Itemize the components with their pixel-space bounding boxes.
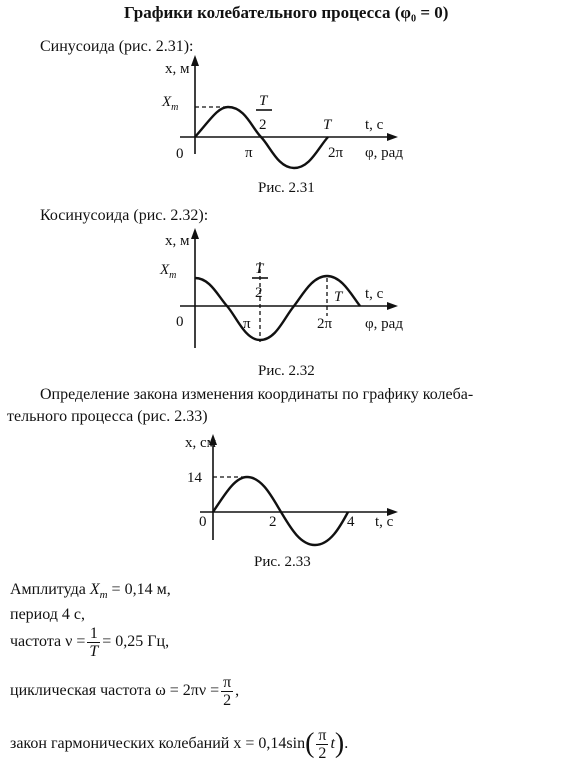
amplitude-symbol: X (89, 581, 100, 598)
fig231-y-label: x, м (165, 61, 190, 77)
frequency-den: T (89, 642, 99, 660)
fig232-y-label: x, м (165, 233, 190, 249)
fig231-x-arrow (387, 133, 398, 141)
fig232-origin: 0 (176, 314, 184, 330)
fig232-pi: π (243, 316, 251, 332)
fig231-y-arrow (191, 55, 199, 66)
law-fraction (316, 727, 328, 762)
amplitude-text: Амплитуда (10, 581, 86, 598)
frequency-line (10, 622, 169, 662)
fig233-t-label: t, с (375, 514, 394, 530)
fig232-phi: φ, рад (365, 316, 403, 332)
fig233-tick-4: 4 (347, 514, 355, 530)
fig232-caption: Рис. 2.32 (258, 363, 315, 379)
fig233-origin: 0 (199, 514, 207, 530)
fig233-caption: Рис. 2.33 (254, 554, 311, 570)
fig231-t-label: t, с (365, 117, 384, 133)
frequency-num: 1 (87, 625, 100, 643)
fig232-half-num: T (255, 261, 264, 277)
law-t: t (330, 735, 335, 752)
frequency-fraction (87, 625, 100, 660)
amplitude-value: = 0,14 м, (111, 581, 171, 598)
law-line (10, 722, 348, 766)
fig232-curve (195, 276, 360, 340)
frequency-text: частота ν = (10, 633, 86, 650)
page-title: Графики колебательного процесса (φ₀ = 0) (124, 3, 449, 22)
cyclic-end: , (235, 682, 240, 699)
cyclic-frequency-line (10, 671, 239, 711)
fig233-chart (185, 434, 398, 545)
fig231-period: T (323, 117, 332, 133)
sin-heading: Синусоида (рис. 2.31): (40, 38, 194, 55)
fig232-t-label: t, с (365, 286, 384, 302)
fig232-y-mark: $X_m$ (160, 262, 177, 281)
law-paren-open: ( (305, 728, 315, 759)
cyclic-num: π (223, 673, 232, 691)
fig233-tick-2: 2 (269, 514, 277, 530)
fig231-caption: Рис. 2.31 (258, 180, 315, 196)
amplitude-sub: m (99, 589, 108, 602)
fig232-period: T (334, 289, 343, 305)
fig233-y-label: x, см (185, 435, 217, 451)
definition-line2: тельного процесса (рис. 2.33) (7, 408, 208, 425)
fig231-half-den: 2 (259, 117, 267, 133)
fig232-x-arrow (387, 302, 398, 310)
period-line: период 4 с, (10, 606, 86, 623)
fig231-half-num: T (259, 93, 268, 109)
fig232-2pi: 2π (317, 316, 333, 332)
amplitude-line (10, 581, 171, 601)
cyclic-fraction (221, 674, 233, 709)
law-text: закон гармонических колебаний x = 0,14sin (10, 735, 306, 752)
definition-line1: Определение закона изменения координаты по графику колеба- (40, 386, 474, 403)
fig231-2pi: 2π (328, 145, 344, 161)
fig231-pi: π (245, 145, 253, 161)
fig231-y-mark: $X_m$ (162, 94, 179, 113)
fig232-chart (159, 228, 403, 348)
fig232-half-den: 2 (255, 285, 263, 301)
fig231-origin: 0 (176, 146, 184, 162)
fig233-y-mark: 14 (187, 470, 202, 486)
frequency-value: = 0,25 Гц, (102, 633, 170, 650)
cos-heading: Косинусоида (рис. 2.32): (40, 207, 209, 224)
law-paren-close: ) (334, 728, 345, 759)
law-num: π (318, 726, 327, 744)
fig233-curve (213, 477, 348, 545)
law-end: . (344, 735, 349, 752)
fig231-phi: φ, рад (365, 145, 403, 161)
cyclic-text: циклическая частота ω = 2πν = (10, 682, 220, 699)
cyclic-den: 2 (223, 691, 232, 709)
fig231-chart (161, 55, 403, 168)
law-den: 2 (318, 744, 327, 762)
fig232-y-arrow (191, 228, 199, 239)
